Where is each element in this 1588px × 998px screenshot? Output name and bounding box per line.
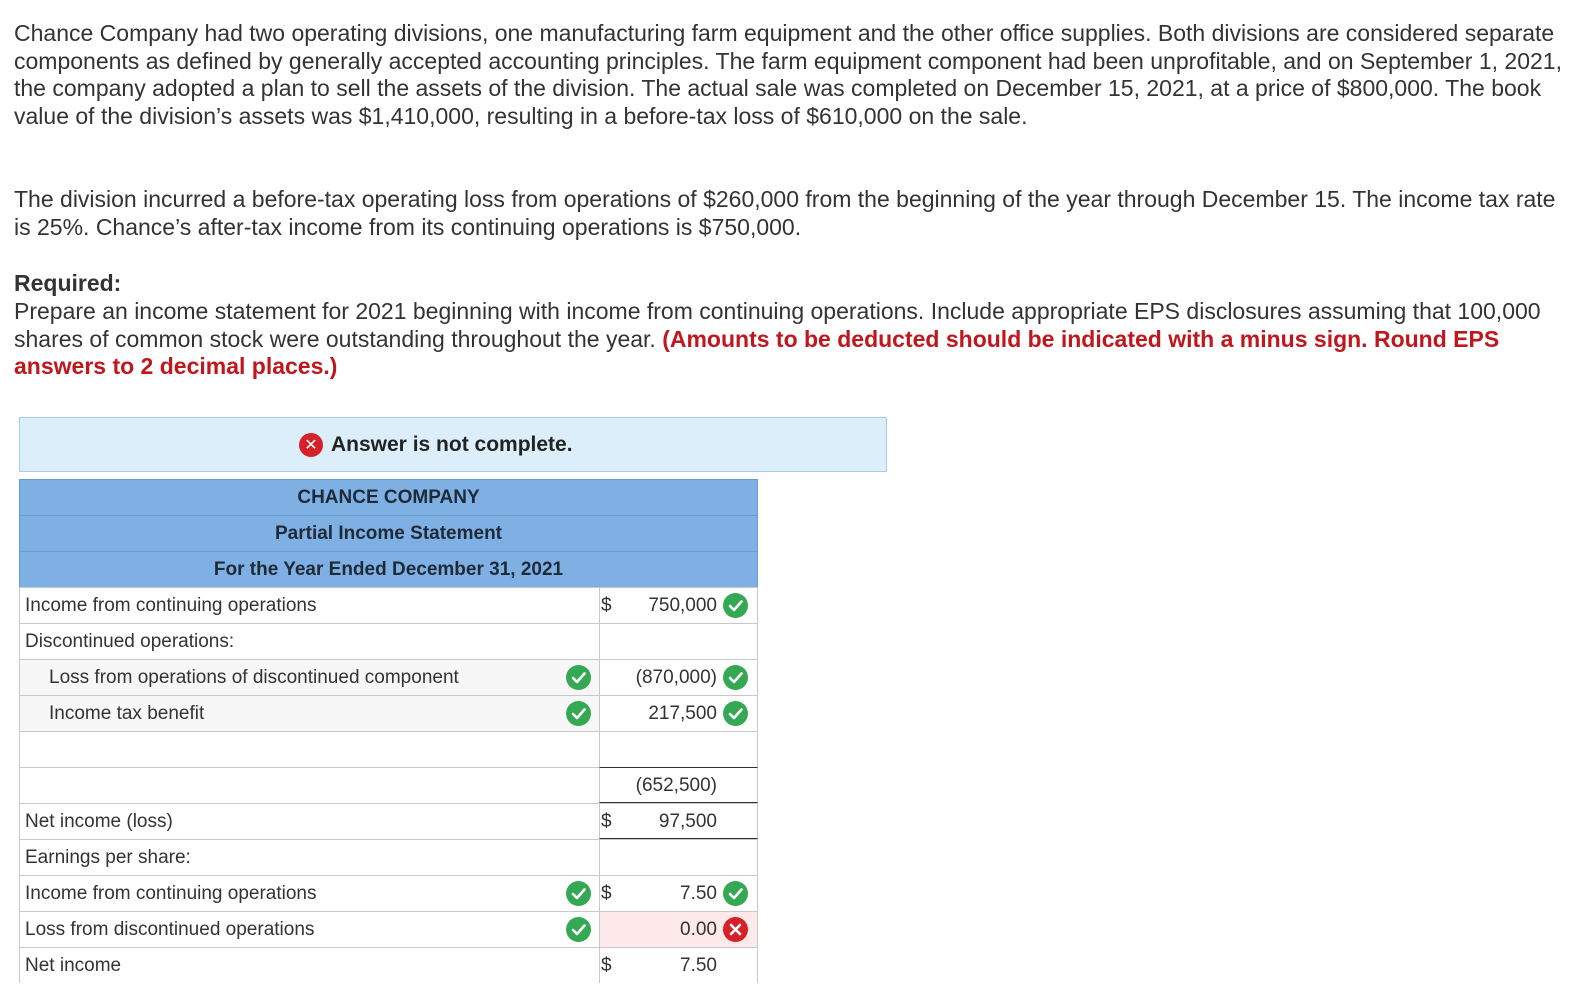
problem-paragraph-2: The division incurred a before-tax operating loss from operations of $260,000 from the beginning of the year through December 15. The income tax rate is 25%. Chance’s after-tax income from its continuing operations is $750,000. bbox=[14, 186, 1556, 240]
table-row bbox=[19, 839, 758, 875]
income-statement-table bbox=[19, 479, 758, 983]
row-label[interactable]: Loss from discontinued operations bbox=[25, 919, 315, 940]
statement-title: Partial Income Statement bbox=[19, 515, 758, 551]
amount-cell[interactable] bbox=[599, 803, 758, 839]
table-row bbox=[19, 947, 758, 983]
table-row bbox=[19, 695, 758, 731]
amount-value: 750,000 bbox=[648, 595, 717, 616]
row-label[interactable]: Income from continuing operations bbox=[25, 883, 317, 904]
row-label: Income from continuing operations bbox=[25, 595, 317, 616]
amount-value: (870,000) bbox=[635, 667, 717, 688]
row-label[interactable]: Loss from operations of discontinued component bbox=[49, 667, 459, 688]
amount-cell[interactable] bbox=[599, 587, 758, 623]
required-instructions: Prepare an income statement for 2021 beginning with income from continuing operations. Include appropriate EPS disclosures assuming that 100,000 shares of common stock were outstanding throughout the year. bbox=[14, 298, 1541, 352]
row-label: Net income bbox=[25, 955, 122, 976]
statement-period: For the Year Ended December 31, 2021 bbox=[19, 551, 758, 587]
currency-symbol: $ bbox=[601, 955, 612, 976]
answer-status-banner bbox=[19, 417, 887, 472]
required-heading: Required: bbox=[14, 270, 122, 296]
currency-symbol: $ bbox=[601, 595, 612, 616]
amount-value: (652,500) bbox=[635, 775, 717, 796]
table-row bbox=[19, 623, 758, 659]
amount-cell[interactable] bbox=[599, 731, 758, 767]
amount-cell[interactable] bbox=[599, 839, 758, 875]
required-note: (Amounts to be deducted should be indicated with a minus sign. Round EPS answers to 2 decimal places.) bbox=[14, 325, 1500, 379]
currency-symbol: $ bbox=[601, 811, 612, 832]
amount-value: 0.00 bbox=[680, 919, 717, 940]
amount-value: 217,500 bbox=[648, 703, 717, 724]
table-row bbox=[19, 587, 758, 623]
problem-paragraph-1: Chance Company had two operating divisions, one manufacturing farm equipment and the other office supplies. Both divisions are considered separate components as defined by generally accepted accounting principles. The farm equipment component had been unprofitable, and on September 1, 2021, the company adopted a plan to sell the assets of the division. The actual sale was completed on December 15, 2021, at a price of $800,000. The book value of the division’s assets was $1,410,000, resulting in a before-tax loss of $610,000 on the sale. bbox=[14, 20, 1562, 129]
row-label: Net income (loss) bbox=[25, 811, 173, 832]
amount-cell[interactable] bbox=[599, 947, 758, 983]
currency-symbol: $ bbox=[601, 883, 612, 904]
amount-value: 7.50 bbox=[680, 955, 717, 976]
required-text bbox=[14, 298, 1564, 381]
row-label: Discontinued operations: bbox=[25, 631, 235, 652]
row-label[interactable]: Income tax benefit bbox=[49, 703, 205, 724]
statement-company: CHANCE COMPANY bbox=[19, 479, 758, 515]
amount-value: 7.50 bbox=[680, 883, 717, 904]
answer-status-text: Answer is not complete. bbox=[331, 432, 573, 456]
table-row bbox=[19, 767, 758, 803]
amount-cell[interactable] bbox=[599, 767, 758, 803]
amount-cell[interactable] bbox=[599, 659, 758, 695]
table-row bbox=[19, 911, 758, 947]
statement-rows bbox=[19, 587, 758, 983]
amount-cell[interactable] bbox=[599, 623, 758, 659]
table-row bbox=[19, 659, 758, 695]
table-row bbox=[19, 875, 758, 911]
amount-cell[interactable] bbox=[599, 911, 758, 947]
incorrect-icon: ✕ bbox=[299, 433, 323, 457]
amount-value: 97,500 bbox=[658, 811, 717, 832]
table-row bbox=[19, 803, 758, 839]
row-label: Earnings per share: bbox=[25, 847, 191, 868]
amount-cell[interactable] bbox=[599, 695, 758, 731]
amount-cell[interactable] bbox=[599, 875, 758, 911]
table-row bbox=[19, 731, 758, 767]
